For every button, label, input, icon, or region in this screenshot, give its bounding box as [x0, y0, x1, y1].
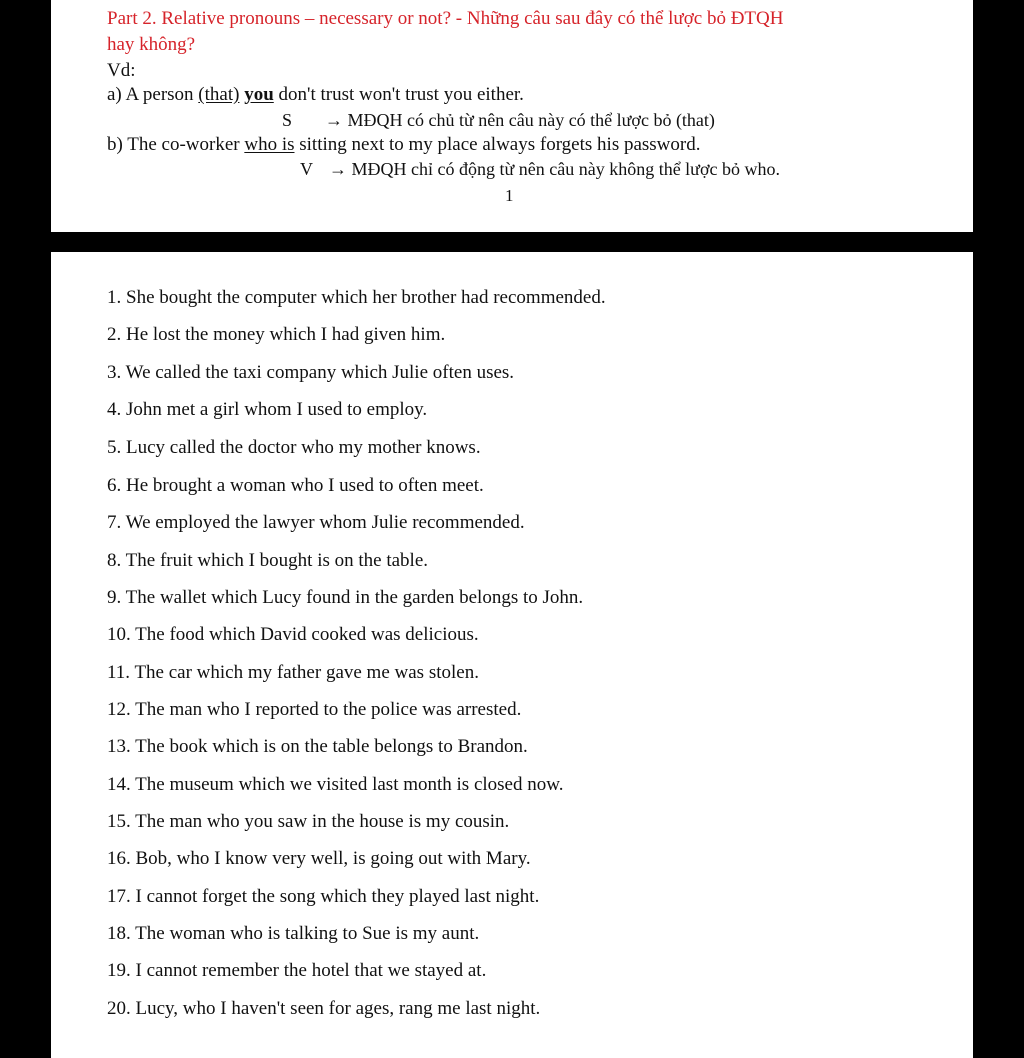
exercise-sentence: 1. She bought the computer which her brother had recommended. — [107, 287, 606, 308]
example-a-prefix: a) A person — [107, 84, 199, 105]
exercise-sentence: 11. The car which my father gave me was stolen. — [107, 662, 479, 683]
exercise-sentence: 17. I cannot forget the song which they played last night. — [107, 886, 540, 907]
example-a-marker: S — [282, 110, 293, 130]
part-title-continued: hay không? — [107, 34, 196, 55]
example-a-you: you — [244, 84, 274, 105]
example-b-sentence — [107, 134, 700, 156]
example-a-note: → MĐQH có chủ từ nên câu này có thể lược bỏ (that) — [325, 110, 715, 130]
exercise-sentence: 5. Lucy called the doctor who my mother knows. — [107, 437, 481, 458]
example-b-prefix: b) The co-worker — [107, 134, 245, 155]
exercise-sentence: 7. We employed the lawyer whom Julie recommended. — [107, 512, 525, 533]
exercise-sentence: 6. He brought a woman who I used to often meet. — [107, 475, 484, 496]
exercise-sentence: 10. The food which David cooked was delicious. — [107, 624, 479, 645]
exercise-sentence: 9. The wallet which Lucy found in the garden belongs to John. — [107, 587, 584, 608]
part-title: Part 2. Relative pronouns – necessary or not? - Những câu sau đây có thể lược bỏ ĐTQH — [107, 8, 784, 29]
example-b-note: → MĐQH chỉ có động từ nên câu này không thể lược bỏ who. — [329, 159, 780, 179]
exercise-sentence: 19. I cannot remember the hotel that we stayed at. — [107, 960, 487, 981]
example-a-that: (that) — [198, 84, 240, 105]
page-number: 1 — [505, 186, 514, 205]
exercise-sentence: 18. The woman who is talking to Sue is my aunt. — [107, 923, 480, 944]
exercise-sentence: 14. The museum which we visited last month is closed now. — [107, 774, 564, 795]
example-b-rest: sitting next to my place always forgets his password. — [294, 134, 701, 155]
exercise-sentence: 8. The fruit which I bought is on the table. — [107, 550, 429, 571]
example-b-marker: V — [300, 159, 313, 179]
document-page-top — [51, 0, 973, 232]
exercise-sentence: 16. Bob, who I know very well, is going out with Mary. — [107, 848, 531, 869]
example-b-who-is: who is — [244, 134, 295, 155]
exercise-sentence: 12. The man who I reported to the police was arrested. — [107, 699, 522, 720]
exercise-sentence: 2. He lost the money which I had given him. — [107, 324, 446, 345]
vd-label: Vd: — [107, 60, 136, 81]
exercise-sentence: 15. The man who you saw in the house is my cousin. — [107, 811, 510, 832]
document-page-bottom — [51, 252, 973, 1058]
exercise-sentence: 13. The book which is on the table belongs to Brandon. — [107, 736, 528, 757]
example-a-sentence — [107, 84, 524, 106]
example-a-rest: don't trust won't trust you either. — [273, 84, 524, 105]
exercise-sentence: 4. John met a girl whom I used to employ. — [107, 399, 428, 420]
exercise-sentence: 20. Lucy, who I haven't seen for ages, rang me last night. — [107, 998, 541, 1019]
exercise-sentence: 3. We called the taxi company which Julie often uses. — [107, 362, 515, 383]
